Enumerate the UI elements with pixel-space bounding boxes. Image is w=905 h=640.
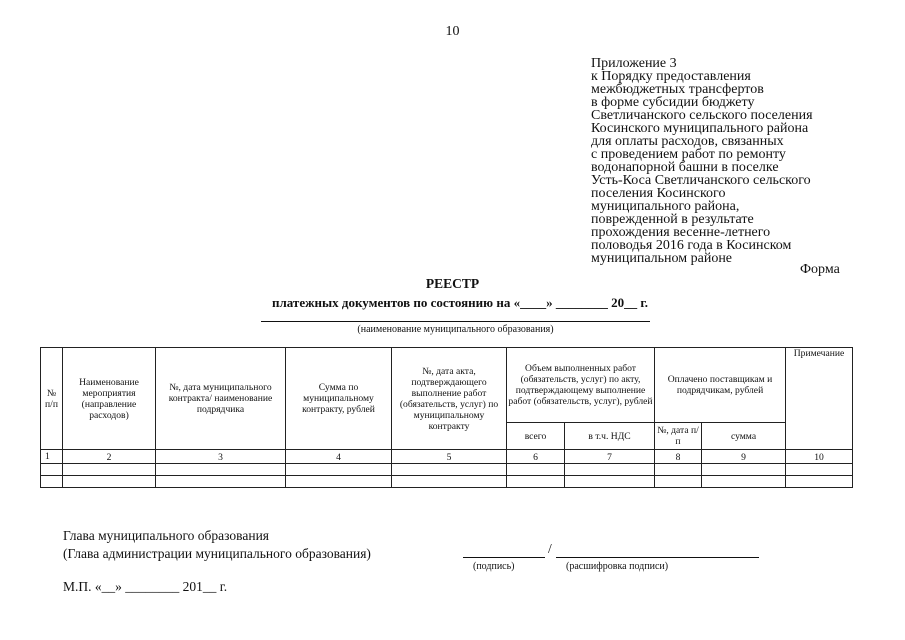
header-npp: № п/п	[41, 348, 63, 450]
appendix-line: межбюджетных трансфертов	[591, 82, 764, 97]
table-cell	[786, 476, 853, 488]
signature-title: Глава муниципального образования	[63, 528, 270, 543]
municipality-caption: (наименование муниципального образования)	[357, 324, 554, 335]
column-number: 8	[655, 450, 702, 464]
page-number: 10	[445, 24, 460, 39]
appendix-line: муниципального района,	[591, 199, 740, 214]
appendix-line: Усть-Коса Светличанского сельского	[591, 173, 811, 188]
header-nds: в т.ч. НДС	[565, 423, 655, 450]
header-naimenovanie: Наименование мероприятия (направление расходов)	[63, 348, 156, 450]
appendix-line: с проведением работ по ремонту	[591, 147, 786, 162]
header-obem: Объем выполненных работ (обязательств, услуг) по акту, подтверждающему выполнение работ (обязательств, услуг), рублей	[507, 348, 655, 423]
table-cell	[156, 464, 286, 476]
appendix-line: Светличанского сельского поселения	[591, 108, 813, 123]
header-nomer-pp: №, дата п/п	[655, 423, 702, 450]
registry-title: РЕЕСТР	[425, 276, 480, 291]
appendix-line: к Порядку предоставления	[591, 69, 751, 84]
appendix-line: водонапорной башни в поселке	[591, 160, 779, 175]
form-label: Форма	[800, 262, 840, 277]
table-cell	[655, 464, 702, 476]
appendix-line: поврежденной в результате	[591, 212, 754, 227]
appendix-line: прохождения весенне-летнего	[591, 225, 771, 240]
header-akt: №, дата акта, подтверждающего выполнение работ (обязательств, услуг) по муниципальному контракту	[392, 348, 507, 450]
stamp-date: М.П. «__» ________ 201__ г.	[63, 579, 228, 594]
table-cell	[41, 464, 63, 476]
column-number: 10	[786, 450, 853, 464]
appendix-line: для оплаты расходов, связанных	[591, 134, 784, 149]
table-cell	[565, 464, 655, 476]
signature-line	[463, 557, 545, 558]
column-number: 3	[156, 450, 286, 464]
header-summa-pp: сумма	[702, 423, 786, 450]
table-cell	[565, 476, 655, 488]
table-cell	[786, 464, 853, 476]
table-cell	[286, 476, 392, 488]
header-kontrakt: №, дата муниципального контракта/ наименование подрядчика	[156, 348, 286, 450]
registry-table	[40, 347, 853, 488]
table-row	[41, 476, 853, 488]
header-oplacheno: Оплачено поставщикам и подрядчикам, рублей	[655, 348, 786, 423]
table-cell	[156, 476, 286, 488]
table-cell	[655, 476, 702, 488]
table-cell	[392, 464, 507, 476]
column-number: 6	[507, 450, 565, 464]
table-cell	[41, 476, 63, 488]
name-line	[556, 557, 759, 558]
signature-subtitle: (Глава администрации муниципального образования)	[63, 546, 371, 561]
appendix-line: половодья 2016 года в Косинском	[591, 238, 792, 253]
header-vsego: всего	[507, 423, 565, 450]
appendix-line: муниципальном районе	[591, 251, 733, 266]
table-cell	[392, 476, 507, 488]
municipality-line	[261, 321, 650, 322]
header-summa: Сумма по муниципальному контракту, рублей	[286, 348, 392, 450]
appendix-line: Приложение 3	[591, 56, 677, 71]
signature-caption: (подпись)	[473, 561, 515, 572]
table-cell	[507, 476, 565, 488]
column-number: 2	[63, 450, 156, 464]
table-cell	[702, 464, 786, 476]
table-cell	[507, 464, 565, 476]
appendix-block	[591, 57, 851, 265]
table-cell	[286, 464, 392, 476]
column-number: 9	[702, 450, 786, 464]
header-primechanie: Примечание	[786, 348, 853, 450]
column-number-row	[41, 450, 853, 464]
signature-slash: /	[548, 541, 552, 556]
column-number: 4	[286, 450, 392, 464]
table-cell	[63, 476, 156, 488]
registry-subtitle: платежных документов по состоянию на «____» ________ 20__ г.	[271, 295, 649, 310]
table-cell	[63, 464, 156, 476]
appendix-line: поселения Косинского	[591, 186, 726, 201]
appendix-line: в форме субсидии бюджету	[591, 95, 755, 110]
column-number: 1	[41, 450, 63, 464]
name-caption: (расшифровка подписи)	[566, 561, 669, 572]
table-row	[41, 464, 853, 476]
table-cell	[702, 476, 786, 488]
column-number: 7	[565, 450, 655, 464]
appendix-line: Косинского муниципального района	[591, 121, 809, 136]
column-number: 5	[392, 450, 507, 464]
